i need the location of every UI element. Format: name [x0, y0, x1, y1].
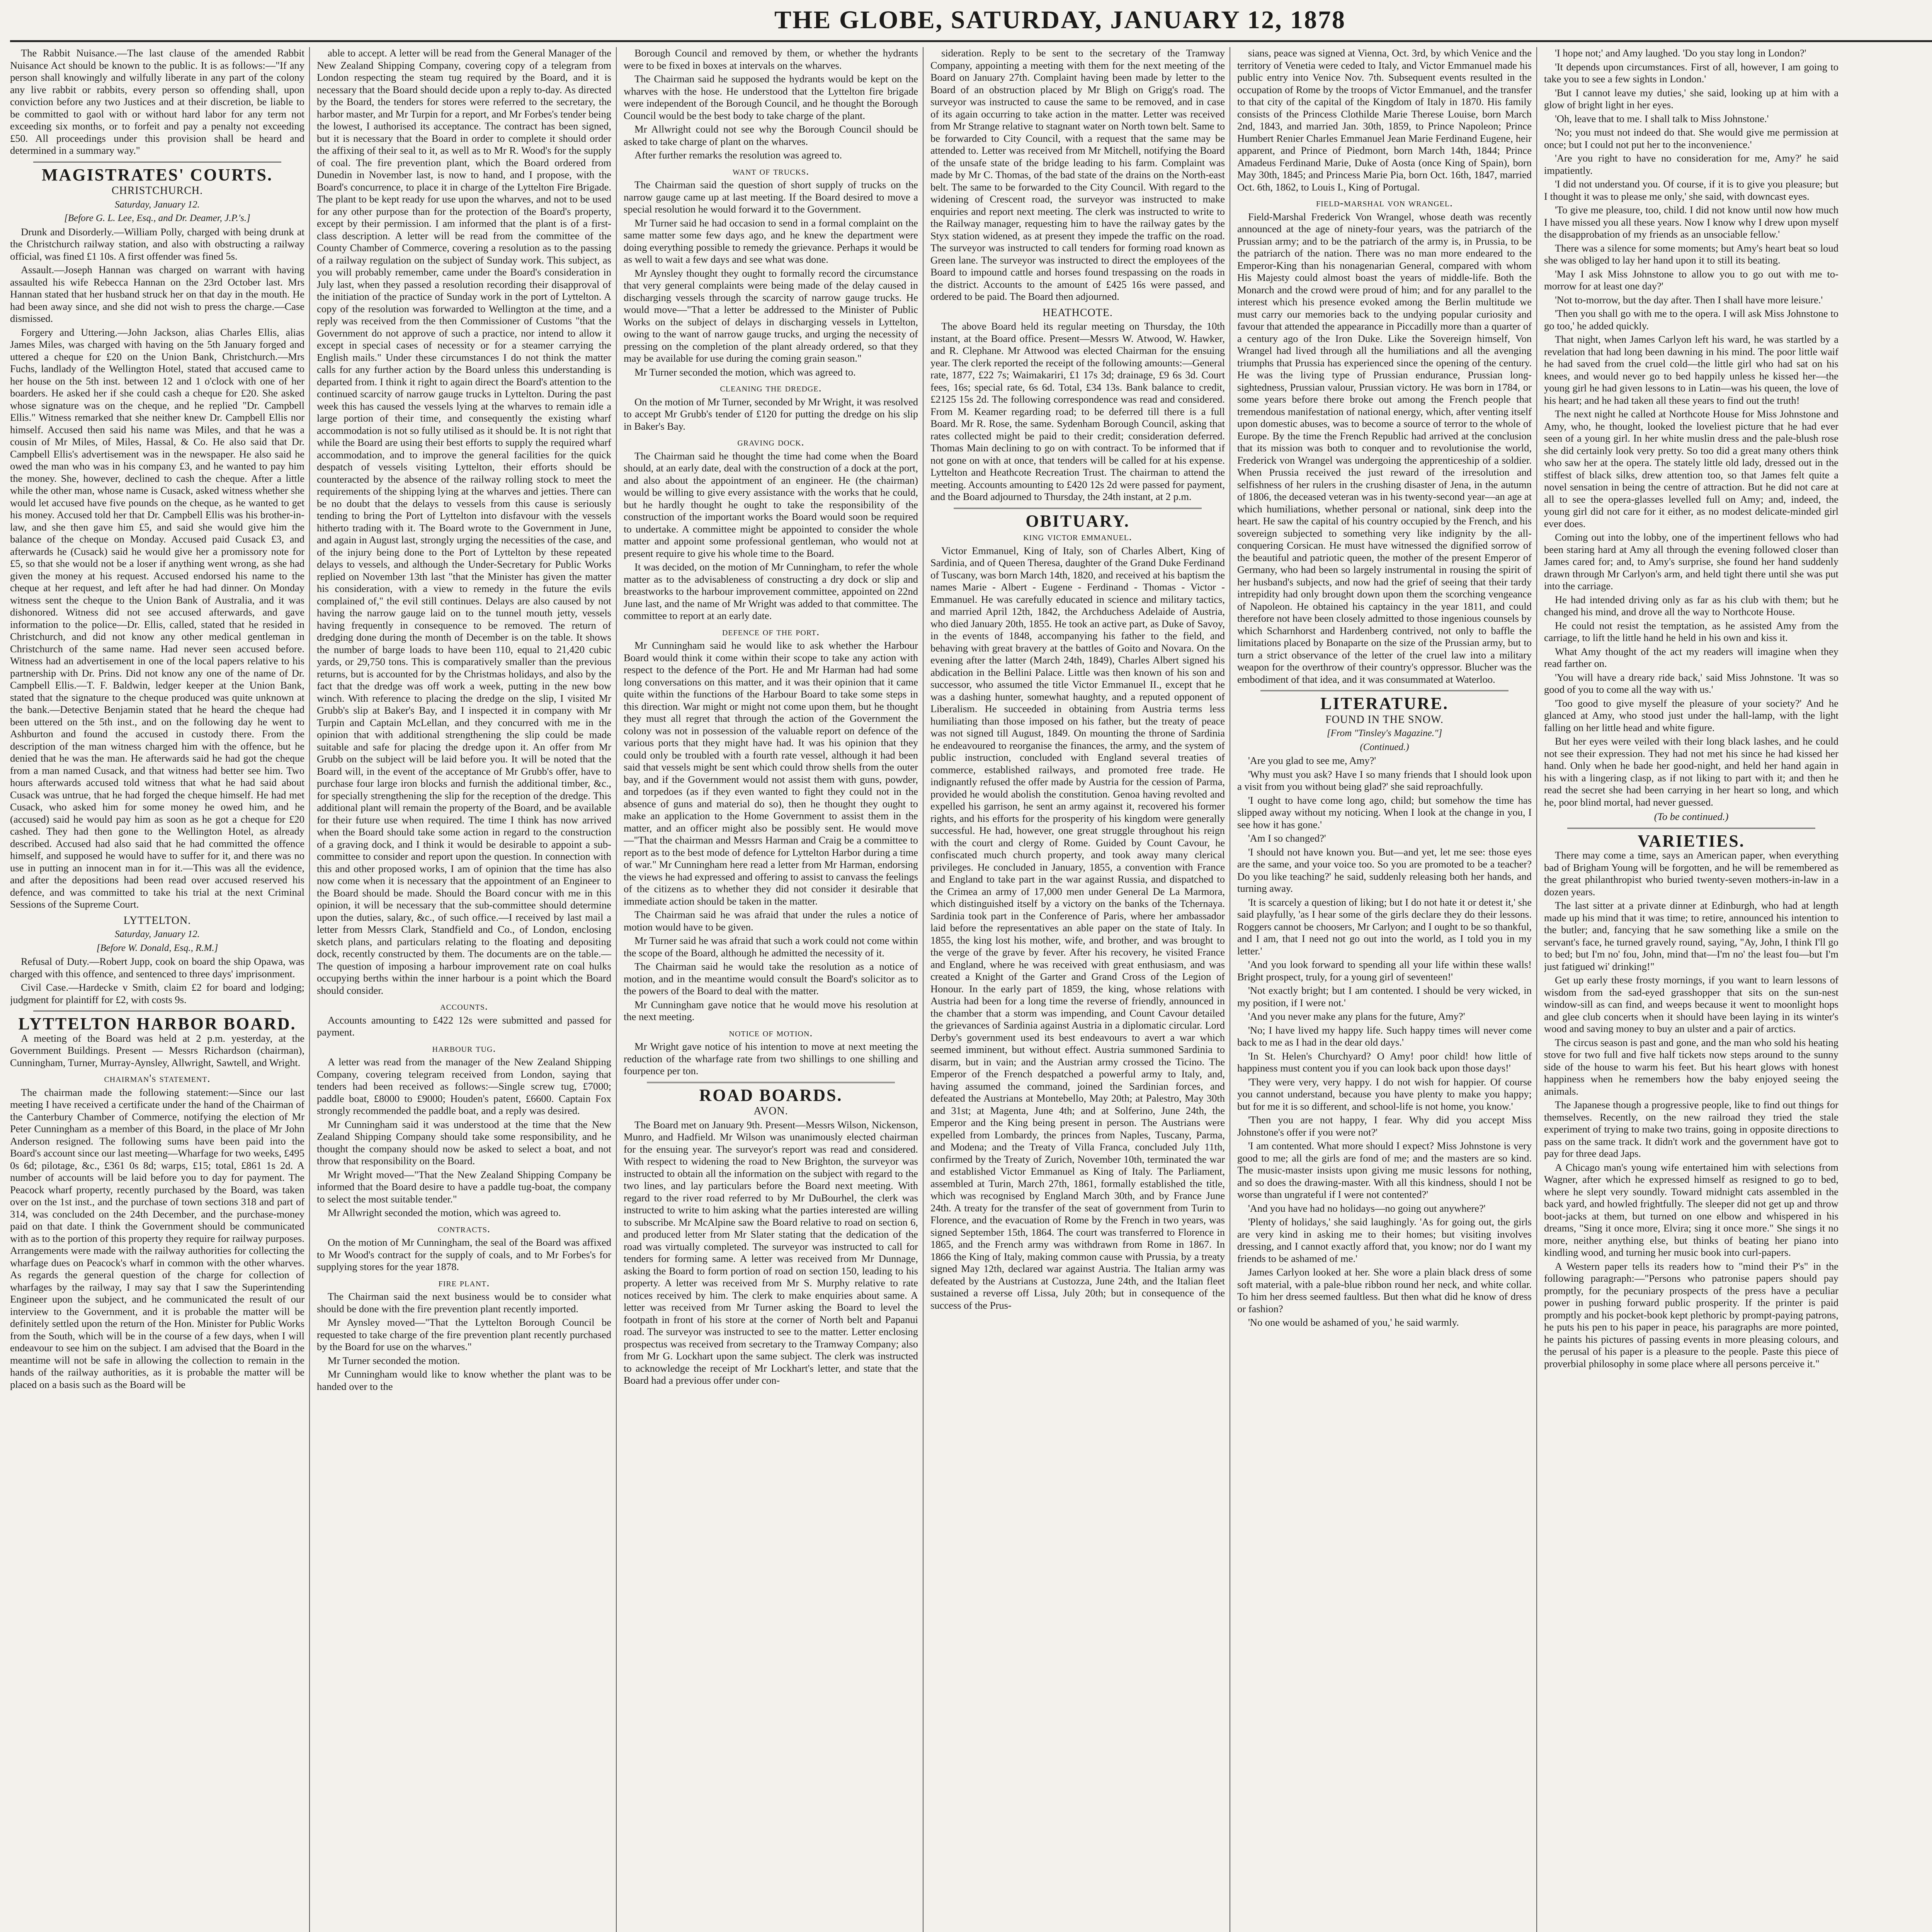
- article-paragraph: The next night he called at Northcote House for Miss Johnstone and Amy, who, he thought, looked the loveliest picture that he had ever seen of a young girl. In her white muslin dress and the pale-blush rose she did certainly look very pretty. So too did a great many others think who saw her at the opera. The stately little old lady, dressed out in the stiffest of black silks, drew attention too, so that James felt quite a novel sensation in being the centre of attraction. But he did not care at all to see the opera-glasses levelled full on Amy; and, indeed, the young girl did not care for it either, as no modest delicate-minded girl ever does.: [1544, 408, 1838, 529]
- article-paragraph: Mr Turner seconded the motion.: [328, 1354, 460, 1366]
- section-heading: LYTTELTON HARBOR BOARD.: [18, 1014, 296, 1033]
- article-paragraph: The Chairman said he thought the time had come when the Board should, at an early date, deal with the construction of a dock at the port, and also about the appointment of an engineer. He (the chairman) would be willing to give every assistance with the works that he could, but he hardly thought he ought to take the responsibility of the construction of the important works the Board would soon be required to undertake. A committee might be appointed to consider the whole matter and appoint some professional gentleman, who would not at present require to give his whole time to the Board.: [624, 450, 918, 559]
- article-paragraph: A Chicago man's young wife entertained him with selections from Wagner, after which he expressed himself as resigned to go to bed, where he slept very soundly. Toward midnight cats assembled in the back yard, and howled frightfully. The sleeper did not get up and throw boot-jacks at them, but turned on one elbow and whispered in his dreams, "Sing it once more, Elvira; sing it once more." She sings it no more, neither anything else, but thinks of beating her piano into kindling wood, and turning her music book into curl-papers.: [1544, 1161, 1838, 1258]
- section-heading: ROAD BOARDS.: [699, 1085, 843, 1105]
- article-paragraph: A letter was read from the manager of the New Zealand Shipping Company, covering telegram received from London, saying that tenders had been received as follows:—Single screw tug, £7000; paddle boat, £8000 to £9000; Houden's patent, £6600. Captain Fox strongly recommended the paddle boat, and a reply was desired.: [317, 1056, 611, 1116]
- article-paragraph: The chairman made the following statement:—Since our last meeting I have received a certificate under the hand of the Chairman of the Canterbury Chamber of Commerce, notifying the election of Mr Peter Cunningham as a member of this Board, in the place of Mr John Anderson resigned. The following sums have been paid into the Board's account since our last meeting—Wharfage for two weeks, £495 0s 6d; pilotage, &c., £361 0s 8d; warps, £15; total, £861 1s 2d. A number of accounts will be laid before you to day for payment. The Peacock wharf property, recently purchased by the Board, was taken over on the 1st inst., and the purchase of town sections 318 and part of 314, was concluded on the 24th December, and the purchase-money paid on that date. I think the Government should be communicated with as to the portion of this property they require for railway purposes. Arrangements were made with the railway authorities for collecting the wharfage dues on Peacock's wharf in common with the other wharves. As regards the general question of the charge for collection of wharfages by the railway, I may say that I saw the Superintending Engineer upon the subject, and he communicated the result of our interview to the Government, and it is probable the matter will be definitely settled upon the return of the Hon. Minister for Public Works from the South, which will be in the course of a few days, when I will endeavour to see him on the subject. I am advised that the Board in the meantime will not be safe in allowing the collection to remain in the hands of the railway authorities, as it is probable the matter will be placed on a basis such as the Board will be: [10, 1086, 304, 1390]
- article-paragraph: Drunk and Disorderly.—William Polly, charged with being drunk at the Christchurch railway station, and also with obstructing a railway official, was fined £1 10s. A first offender was fined 5s.: [10, 226, 304, 262]
- section-heading: VARIETIES.: [1638, 831, 1745, 850]
- dateline: Saturday, January 12.: [115, 199, 200, 210]
- article-paragraph: After further remarks the resolution was agreed to.: [634, 149, 842, 161]
- article-paragraph: What Amy thought of the act my readers will imagine when they read farther on.: [1544, 645, 1838, 669]
- article-paragraph: The above Board held its regular meeting on Thursday, the 10th instant, at the Board office. Present—Messrs W. Atwood, W. Hawker, and R. Clephane. Mr Attwood was elected Chairman for the ensuing year. The clerk reported the receipt of the following amounts:—General rate, 1877, £22 7s; Waimakariri, £1 17s 3d; drainage, £9 6s 3d. Court fees, 16s; special rate, 6s 6d. Total, £34 13s. Bank balance to credit, £2125 15s 2d. The following correspondence was read and considered. From M. Keamer regarding road; to be deferred till there is a full Board. Mr R. Rose, the same. Sydenham Borough Council, asking that rates collected might be paid to their credit; consideration deferred. Thomas Main declining to go on with contract. To be informed that if not gone on with at once, that tenders will be called for at his expense. Lyttelton and Heathcote Recreation Trust. The chairman to attend the meeting. Accounts amounting to £420 12s 2d were passed for payment, and the Board adjourned to Thursday, the 24th instant, at 2 p.m.: [930, 320, 1225, 502]
- sub-heading: chairman's statement.: [104, 1073, 211, 1085]
- article-paragraph: The circus season is past and gone, and the man who sold his heating stove for two full and five half tickets now steps around to the sunny side of the house to warm his feet. But his heart glows with honest happiness when he remembers how the baby enjoyed seeing the animals.: [1544, 1036, 1838, 1097]
- article-paragraph: Borough Council and removed by them, or whether the hydrants were to be fixed in boxes at intervals on the wharves.: [624, 47, 918, 71]
- sub-heading: accounts.: [440, 1000, 488, 1012]
- article-paragraph: But her eyes were veiled with their long black lashes, and he could not see their expression. They had not met his since he had kissed her hand. Only when he bade her good-night, and held her hand again in his with a lingering clasp, as if not liking to part with it; and then he read the secret she had been carrying in her heart so long, and which he, poor blind mortal, had never guessed.: [1544, 735, 1838, 808]
- article-paragraph: 'Then you are not happy, I fear. Why did you accept Miss Johnstone's offer if you were not?': [1237, 1114, 1532, 1138]
- column-4: [930, 47, 1230, 1932]
- article-paragraph: 'Too good to give myself the pleasure of your society?' And he glanced at Amy, who stood just under the hall-lamp, with the light falling on her little head and white figure.: [1544, 697, 1838, 733]
- section-divider: [954, 508, 1202, 509]
- section-divider: [33, 162, 281, 163]
- article-paragraph: sideration. Reply to be sent to the secretary of the Tramway Company, appointing a meeting with them for the next meeting of the Board on January 27th. Complaint having been made by letter to the Board of an obstruction placed by Mr Bligh on Grigg's road. The surveyor was instructed to cause the same to be removed, and in case of its again occurring to take action in the matter. Letter was received from Mr Strange relative to stagnant water on North town belt. Same to be forwarded to City Council, with a request that the same may be attended to. Letter was received from Mr Mitchell, notifying the Board of the unsafe state of the bridge leading to his farm. Complaint was made by Mr C. Thomas, of the bad state of the drains on the North-east belt. The same to be forwarded to the City Council. With regard to the widening of Crescent road, the surveyor was instructed to make enquiries and report next meeting. The clerk was instructed to write to the Railway manager, requesting him to have the railway gates by the Styx station widened, as at present they impede the traffic on the road. The surveyor was instructed to call tenders for forming road known as Green lane. The surveyor was instructed to direct the employees of the Board to impound cattle and horses found trespassing on the roads in the district. Accounts to the amount of £425 16s were passed, and ordered to be paid. The Board then adjourned.: [930, 47, 1225, 302]
- article-paragraph: Mr Cunningham said he would like to ask whether the Harbour Board would think it come within their scope to take any action with respect to the defence of the Port. He and Mr Harman had had some long conversations on this matter, and it was their opinion that it came quite within the functions of the Harbour Board to take some steps in this direction. War might or might not come upon them, but he thought they must all regret that through the action of the Government the colony was not in possession of the valuable report on defence of the various ports that they might have had. It was his opinion that they could only be troubled with a fourth rate vessel, although it had been said that vessels might be sent which could throw shells from the outer bay, and if the Government would not assist them with guns, powder, and torpedoes (as if they even wanted to fight they could not in the absence of guns and material do so), then he thought they ought to make an application to the Home Government to assist them in the matter, and an officer might also be possibly sent. He would move—"That the chairman and Messrs Harman and Craig be a committee to report as to the best mode of defence for Lyttelton Harbor during a time of war." Mr Cunningham here read a letter from Mr Harman, endorsing the views he had expressed and offering to assist to canvass the feelings of the citizens as to whether they did not consider it desirable that immediate action should be taken in the matter.: [624, 639, 918, 907]
- article-paragraph: Mr Aynsley thought they ought to formally record the circumstance that very general complaints were being made of the delay caused in discharging vessels through the scarcity of narrow gauge trucks. He would move—"That a letter be addressed to the Minister of Public Works on the subject of delays in discharging vessels in Lyttelton, owing to the want of narrow gauge trucks, and urging the necessity of pressing on the completion of the plant already ordered, so that they may be available for use during the coming grain season.": [624, 267, 918, 364]
- sub-heading: defence of the port.: [722, 626, 820, 638]
- column-1: [10, 47, 310, 1932]
- article-paragraph: The Board met on January 9th. Present—Messrs Wilson, Nickenson, Munro, and Hadfield. Mr Wilson was unanimously elected chairman for the ensuing year. The surveyor's report was read and considered. With respect to widening the road to New Brighton, the surveyor was instructed to obtain all the information on the subject with regard to the two lines, and lay particulars before the Board next meeting. With regard to the river road referred to by Mr DuBourhel, the clerk was instructed to write to him asking what the parties interested are willing to subscribe. Mr McAlpine saw the Board relative to road on section 6, and produced letter from Mr Slater stating that the dedication of the road was virtually completed. The surveyor was instructed to call for tenders for forming same. A letter was received from Mr Dunnage, asking the Board to form portion of road on section 150, leading to his property. A letter was received from Mr S. Murphy relative to rate notices received by him. The clerk to make enquiries about same. A letter was received from Mr Turner asking the Board to level the footpath in front of his store at the corner of North belt and Papanui road. The surveyor was instructed to see to the matter. Letter enclosing prospectus was received from secretary to the Tramway Company; also from Mr G. Lockhart upon the same subject. The clerk was instructed to acknowledge the receipt of Mr Lockhart's letter, and state that the Board had a previous offer under con-: [624, 1119, 918, 1386]
- article-paragraph: Mr Aynsley moved—"That the Lyttelton Borough Council be requested to take charge of the fire prevention plant recently purchased by the Board for use on the wharves.": [317, 1316, 611, 1352]
- article-paragraph: The Chairman said the next business would be to consider what should be done with the fire prevention plant recently imported.: [317, 1291, 611, 1315]
- article-paragraph: Coming out into the lobby, one of the impertinent fellows who had been staring hard at Amy all through the evening followed closer than James cared for; and, to Amy's surprise, she found her hand suddenly drawn through Mr Carlyon's arm, and held tight there until she was put into the carriage.: [1544, 531, 1838, 592]
- article-paragraph: A Western paper tells its readers how to "mind their P's" in the following paragraph:—"Persons who patronise papers should pay promptly, for the pecuniary prospects of the press have a peculiar power in pushing forward public prosperity. If the printer is paid promptly and his pocket-book kept plethoric by prompt-paying patrons, he puts his pen to his paper in peace, his paragraphs are more pointed, he paints his pictures of passing events in more pleasing colours, and the perusal of his paper is a pleasure to the people. Paste this piece of proverbial philosophy in some place where all persons perceive it.": [1544, 1260, 1838, 1369]
- article-paragraph: Mr Cunningham said it was understood at the time that the New Zealand Shipping Company should take some responsibility, and he thought the company should now be asked to select a boat, and not throw that responsibility on the Board.: [317, 1118, 611, 1167]
- article-paragraph: Refusal of Duty.—Robert Jupp, cook on board the ship Opawa, was charged with this offence, and sentenced to three days' imprisonment.: [10, 956, 304, 980]
- article-paragraph: 'Are you glad to see me, Amy?': [1248, 755, 1376, 766]
- columns-container: [10, 47, 1932, 1932]
- sub-heading: graving dock.: [737, 436, 804, 448]
- article-paragraph: There was a silence for some moments; but Amy's heart beat so loud she was obliged to lay her hand upon it to still its beating.: [1544, 242, 1838, 266]
- article-paragraph: 'You will have a dreary ride back,' said Miss Johnstone. 'It was so good of you to come all the way with us.': [1544, 671, 1838, 695]
- article-paragraph: Victor Emmanuel, King of Italy, son of Charles Albert, King of Sardinia, and of Queen Theresa, daughter of the Grand Duke Ferdinand of Tuscany, was born March 14th, 1820, and received at his baptism the names Marie - Albert - Eugene - Ferdinand - Thomas - Victor - Emmanuel. He was carefully educated in science and military tactics, and married April 12th, 1842, the Archduchess Adelaide of Austria, who died January 20th, 1855. He took an active part, as Duke of Savoy, in the events of 1848, accompanying his father to the field, and behaving with great bravery at the battles of Goito and Novara. On the evening after the latter (March 24th, 1849), Charles Albert signed his abdication in the Bellini Palace. Little was then known of his son and successor, who assumed the title Victor Emmanuel II., except that he was a dashing hunter, somewhat haughty, and a reputed opponent of Liberalism. He succeeded in obtaining from Austria terms less humiliating than those imposed on his father, but the treaty of peace was not signed till August, 1849. On mounting the throne of Sardinia he endeavoured to reorganise the finances, the army, and the system of public instruction, concluded with England several treaties of commerce, established railways, and promoted free trade. He indignantly refused the offer made by Austria for the cession of Parma, provided he would abolish the constitution. Genoa having revolted and expelled his garrison, he sent an army against it, recovered his former rights, and his efforts for the prosperity of his kingdom were generally successful. He had, however, one great struggle throughout his reign with the court and clergy of Rome. Guided by Count Cavour, he confiscated much church property, and took away many clerical privileges. He concluded in January, 1855, a convention with France and England to take part in the war against Russia, and dispatched to the Crimea an army of 17,000 men under General De La Marmora, which distinguished itself by a victory on the banks of the Tchernaya. Sardinia took part in the Conference of Paris, where her ambassador laid before the representatives an able paper on the state of Italy. In 1855, the king lost his mother, wife, and brother, and was brought to the verge of the grave by fever. After his recovery, he visited France and England, where he was received with great enthusiasm, and was created a Knight of the Garter and Grand Cross of the Legion of Honour. In the early part of 1859, the king, whose relations with Austria had been for a long time the reverse of friendly, announced in the chamber that a storm was impending, and Count Cavour detailed the grievances of Sardinia against Austria in a diplomatic circular. Lord Derby's government used its best endeavours to avert a war which seemed imminent, but without effect. Austria summoned Sardinia to disarm, but in vain; and the Austrian army crossed the Ticino. The Emperor of the French despatched a powerful army to Italy, and, having assumed the command, joined the Sardinian forces, and defeated the Austrians at Montebello, May 20th; at Palestro, May 30th and 31st; at Magenta, June 4th; and at Solferino, June 24th, the Emperor and the King being present in person. The Austrians were expelled from Lombardy, the princes from Naples, Tuscany, Parma, and Modena; and the Treaty of Villa Franca, concluded July 11th, confirmed by the Treaty of Zurich, November 10th, terminated the war and established Victor Emmanuel as King of Italy. The Parliament, assembled at Turin, March 27th, 1861, formally established the title, which was recognised by England March 30th, and by France June 24th. A treaty for the transfer of the seat of government from Turin to Florence, and the evacuation of Rome by the French in two years, was signed September 15th, 1864. The court was transferred to Florence in 1865, and the French army was withdrawn from Rome in 1867. In 1866 the King of Italy, making common cause with Prussia, by a treaty signed May 12th, declared war against Austria. The Italian army was defeated by the Austrians at Custozza, June 24th, and the Italian fleet sustained a reverse off Lissa, July 20th; but in consequence of the success of the Prus-: [930, 544, 1225, 1311]
- article-paragraph: Field-Marshal Frederick Von Wrangel, whose death was recently announced at the age of ninety-four years, was the patriarch of the Prussian army; and to be the patriarch of the army is, in Prussia, to be the patriarch of the nation. There was no man more endeared to the Emperor-King than his nonagenarian General, compared with whom His Majesty could almost boast the years of middle-life. Both the Monarch and the crowd were proud of him; and for any parallel to the interest which his presence evoked among the Berlin multitude we must carry our memories back to the undying popular curiosity and favour that attended the appearance in Piccadilly more than a quarter of a century ago of the Iron Duke. Like the Sovereign himself, Von Wrangel had lived through all the humiliations and all the avenging triumphs that Prussia has experienced since the opening of the century. He was the living type of Prussian endurance, Prussian long-sightedness, Prussian valour, Prussian victory. He was born in 1784, or some years before there broke out among the French people that tremendous manifestation of national energy, which, after venting itself upon domestic abuses, was to become a source of terror to the whole of Europe. By the time the French Republic had arrived at the conclusion that its mission was both to conquer and to revolutionise the world, Frederick von Wrangel was undergoing the apprenticeship of a soldier. When Prussia received the just reward of the irresolution and selfishness of her rulers in the crushing disaster of Jena, in the autumn of 1806, the deceased veteran was in his twenty-second year—an age at which humiliations, whether personal or national, sink deep into the heart. He saw the capital of his country occupied by the French, and his sovereign subjected to something very like indignity by the all-conquering Corsican. He must have witnessed the dignified sorrow of the beautiful and patriotic queen, the mother of the present Emperor of Germany, who had been so largely instrumental in rousing the spirit of her husband's subjects, and now had the grief of seeing that their tardy intrepidity had only brought down upon them the scorching vengeance of Napoleon. He obtained his captaincy in the year 1811, and could therefore not have been closely admitted to those ingenious counsels by which Scharnhorst and Hardenberg contrived, not only to baffle the limitations placed by Bonaparte on the size of the Prussian army, but to turn a strict observance of the letter of the cruel law into a military weapon for the overthrow of their country's oppressor. Blucher was the embodiment of that idea, and it was consummated at Waterloo.: [1237, 211, 1532, 685]
- article-paragraph: Mr Turner said he had occasion to send in a formal complaint on the same matter some few days ago, and he knew the department were doing everything possible to remedy the grievance. Perhaps it would be as well to wait a few days and see what was done.: [624, 217, 918, 265]
- sub-heading: want of trucks.: [732, 165, 810, 177]
- article-paragraph: The last sitter at a private dinner at Edinburgh, who had at length made up his mind that it was time; to retire, announced his intention to the butler; and, fancying that he saw something like a smile on the servant's face, he turned gravely round, saying, "Ay, John, I think I'll go to bed; but I'm no' fou, John, mind that—I'm no' the least fou—but I'm just fatigued wi' drinking!": [1544, 900, 1838, 972]
- article-paragraph: 'I hope not;' and Amy laughed. 'Do you stay long in London?': [1555, 47, 1806, 59]
- article-paragraph: Mr Turner said he was afraid that such a work could not come within the scope of the Board, although he admitted the necessity of it.: [624, 935, 918, 959]
- article-paragraph: sians, peace was signed at Vienna, Oct. 3rd, by which Venice and the territory of Venetia were ceded to Italy, and Victor Emmanuel made his public entry into Venice Nov. 7th. Subsequent events resulted in the occupation of Rome by the troops of Victor Emmanuel, and the transfer to that city of the capital of the Kingdom of Italy in 1870. His family consists of the Princess Clothilde Marie Therese Louise, born March 2nd, 1843, and married Jan. 30th, 1859, to Prince Napoleon; Prince Humbert Renier Charles Emmanuel Jean Marie Ferdinand Eugene, heir apparent, and Prince of Piedmont, born March 14th, 1844; Prince Amadeus Ferdinand Marie, Duke of Aosta (once King of Spain), born May 30th, 1845; and Princess Marie Pia, born Oct. 16th, 1847, married Oct. 6th, 1862, to Louis I., King of Portugal.: [1237, 47, 1532, 193]
- sub-heading: cleaning the dredge.: [720, 382, 822, 394]
- sub-heading: CHRISTCHURCH.: [111, 185, 203, 197]
- dateline: [Before G. L. Lee, Esq., and Dr. Deamer, J.P.'s.]: [64, 213, 250, 223]
- article-paragraph: On the motion of Mr Cunningham, the seal of the Board was affixed to Mr Wood's contract for the supply of coals, and to Mr Forbes's for supplying stores for the year 1878.: [317, 1236, 611, 1272]
- section-heading: MAGISTRATES' COURTS.: [42, 165, 273, 184]
- article-paragraph: Mr Cunningham would like to know whether the plant was to be handed over to the: [317, 1368, 611, 1392]
- article-paragraph: He had intended driving only as far as his club with them; but he changed his mind, and drove all the way to Northcote House.: [1544, 594, 1838, 617]
- dateline: [From "Tinsley's Magazine."]: [1327, 728, 1442, 738]
- article-paragraph: 'No; I have lived my happy life. Such happy times will never come back to me as I had in the dear old days.': [1237, 1024, 1532, 1048]
- article-paragraph: 'And you never make any plans for the future, Amy?': [1248, 1010, 1465, 1022]
- article-paragraph: 'I am contented. What more should I expect? Miss Johnstone is very good to me; all the girls are fond of me; and the masters are so kind. The music-master insists upon giving me music lessons for nothing, and so does the drawing-master. With all this kindness, should I not be worse than ungrateful if I were not contented?': [1237, 1140, 1532, 1200]
- article-paragraph: On the motion of Mr Turner, seconded by Mr Wright, it was resolved to accept Mr Grubb's tender of £120 for putting the dredge on his slip in Baker's Bay.: [624, 396, 918, 432]
- section-heading: OBITUARY.: [1026, 511, 1130, 531]
- sub-heading: harbour tug.: [432, 1042, 496, 1054]
- article-paragraph: 'But I cannot leave my duties,' she said, looking up at him with a glow of bright light in her eyes.: [1544, 87, 1838, 111]
- masthead-rule: [10, 40, 1932, 42]
- article-paragraph: Mr Cunningham gave notice that he would move his resolution at the next meeting.: [624, 998, 918, 1022]
- article-paragraph: 'Not exactly bright; but I am contented. I should be very wicked, in my position, if I were not.': [1237, 985, 1532, 1009]
- article-paragraph: 'Plenty of holidays,' she said laughingly. 'As for going out, the girls are very kind in asking me to their homes; but visiting involves dressing, and I cannot exactly afford that, you know; nor do I want my friends to be ashamed of me.': [1237, 1216, 1532, 1264]
- article-paragraph: Mr Allwright seconded the motion, which was agreed to.: [328, 1207, 561, 1218]
- article-paragraph: Mr Turner seconded the motion, which was agreed to.: [634, 366, 856, 378]
- sub-heading: notice of motion.: [729, 1027, 813, 1039]
- article-paragraph: Accounts amounting to £422 12s were submitted and passed for payment.: [317, 1014, 611, 1038]
- sub-heading: field-marshal von wrangel.: [1316, 197, 1453, 209]
- sub-heading: LYTTELTON.: [123, 914, 191, 927]
- article-paragraph: 'Are you right to have no consideration for me, Amy?' he said impatiently.: [1544, 152, 1838, 176]
- dateline: (Continued.): [1360, 742, 1409, 752]
- article-paragraph: 'Oh, leave that to me. I shall talk to Miss Johnstone.': [1555, 112, 1769, 124]
- article-paragraph: Forgery and Uttering.—John Jackson, alias Charles Ellis, alias James Miles, was charged with having on the 5th January forged and uttered a cheque for £20 on the Union Bank, Christchurch.—Mrs Fuchs, landlady of the Wellington Hotel, stated that accused came to her house on the 5th inst. between 12 and 1 o'clock with one of her boarders. He asked her if she could cash a cheque for £20. She asked whose signature was on the cheque, and he replied "Dr. Campbell Ellis." Witness remarked that she neither knew Dr. Campbell Ellis nor himself. Accused then said his name was Miles, and that he was a cousin of Mr Miles, of Miles, Hassal, & Co. He also said that Dr. Campbell Ellis's advertisement was in the newspaper. He also said he owed the man who was in his company £3, and he wanted to pay him the money. She, however, declined to cash the cheque. After a little while the other man, whose name is Cusack, asked witness whether she would let accused have five pounds on the cheque, as he wanted to get his money. Accused told her that Dr. Campbell Ellis was his brother-in-law, and she then gave him £5, and said she would give him the balance of the cheque on Monday. Accused paid Cusack £3, and afterwards he (Cusack) said he would give her a promissory note for £5, so that she would not be a loser if anything went wrong, as she had given the money at his request. Accused endorsed his name to the cheque at her request, and left after he had had dinner. On Monday witness sent the cheque to the Union Bank of Australia, and it was dishonored. Witness did not see accused afterwards, and gave information to the police—Dr. Ellis, called, stated that he resided in Christchurch, and did not know any other medical gentleman in Christchurch of the same name. Had never seen accused before. Witness had an advertisement in one of the local papers relative to his partnership with Dr. Prins. Did not know any one of the name of Dr. Campbell Ellis.—T. F. Baldwin, ledger keeper at the Union Bank, stated that the signature to the cheque produced was quite unknown at the bank.—Detective Benjamin stated that he heard the cheque had been uttered on the 5th inst., and on the following day he went to Ashburton and found the accused in custody there. From the description of the man witness charged him with the offence, but he denied that he was the man. He afterwards said he had got the cheque from a man named Cusack, and that witness had better see him. Two hours afterwards accused told witness that what he had said about Cusack was untrue, that he had forged the cheque himself. He had met Cusack, who asked him for some money he owed him, and he (accused) said he would pay him as soon as he got a cheque for £20 cashed. They had then gone to the Wellington Hotel, as already described. Accused had also said that he had committed the offence himself, and supposed he would have to suffer for it, and there was no use in putting an innocent man in for it.—This was all the evidence, and after the depositions had been read over accused reserved his defence, and was committed to take his trial at the next Criminal Sessions of the Supreme Court.: [10, 326, 304, 910]
- article-paragraph: 'No; you must not indeed do that. She would give me permission at once; but I could not put her to the inconvenience.': [1544, 126, 1838, 150]
- article-paragraph: James Carlyon looked at her. She wore a plain black dress of some soft material, with a pale-blue ribbon round her neck, and white collar. To him her dress seemed faultless. But then what did he know of dress or fashion?: [1237, 1266, 1532, 1315]
- article-paragraph: 'And you have had no holidays—no going out anywhere?': [1248, 1202, 1486, 1214]
- section-heading: LITERATURE.: [1320, 694, 1449, 713]
- article-paragraph: 'I did not understand you. Of course, if it is to give you pleasure; but I thought it was to please me only,' she said, with downcast eyes.: [1544, 178, 1838, 202]
- section-divider: [1567, 828, 1815, 829]
- article-paragraph: 'Not to-morrow, but the day after. Then I shall have more leisure.': [1555, 294, 1823, 306]
- masthead: THE GLOBE, SATURDAY, JANUARY 12, 1878: [774, 6, 1346, 34]
- article-paragraph: 'And you look forward to spending all your life within these walls! Bright prospect, truly, for a young girl of seventeen!': [1237, 959, 1532, 983]
- sub-heading: king victor emmanuel.: [1023, 531, 1132, 543]
- sub-heading: FOUND IN THE SNOW.: [1325, 713, 1444, 726]
- article-paragraph: 'I should not have known you. But—and yet, let me see: those eyes are the same, and your voice too. So you are promoted to be a teacher? Do you like teaching?' he said, suddenly releasing both her hands, and turning away.: [1237, 846, 1532, 894]
- article-paragraph: 'To give me pleasure, too, child. I did not know until now how much I have missed you all these years. Now I know why I drew upon myself the disapprobation of my friends as an unsociable fellow.': [1544, 204, 1838, 240]
- article-paragraph: 'Then you shall go with me to the opera. I will ask Miss Johnstone to go too,' he added quickly.: [1544, 308, 1838, 332]
- article-paragraph: That night, when James Carlyon left his ward, he was startled by a revelation that had long been dawning in his mind. The poor little waif he had saved from the cruel cold—the little girl who had sat on his knees, and would never go to bed happily unless he kissed her—the young girl he had given lessons to in Latin—was his queen, the love of his heart; and he had taken all these years to find out the truth!: [1544, 333, 1838, 406]
- article-paragraph: He could not resist the temptation, as he assisted Amy from the carriage, to lift the little hand he held in his own and kiss it.: [1544, 619, 1838, 643]
- article-paragraph: Get up early these frosty mornings, if you want to learn lessons of wisdom from the sad-eyed grasshopper that sits on the sun-nest window-sill as can find, and weeps because it went to moonlight hops and glee club concerts when it should have been laying in its winter's wood and saving money to buy an ulster and a pair of arctics.: [1544, 974, 1838, 1034]
- article-paragraph: Mr Wright moved—"That the New Zealand Shipping Company be informed that the Board desire to have a paddle tug-boat, the company to select the most suitable tender.": [317, 1168, 611, 1205]
- article-paragraph: Mr Allwright could not see why the Borough Council should be asked to take charge of plant on the wharves.: [624, 123, 918, 147]
- article-paragraph: Mr Wright gave notice of his intention to move at next meeting the reduction of the wharfage rate from two shillings to one shilling and fourpence per ton.: [624, 1041, 918, 1077]
- dateline: Saturday, January 12.: [115, 929, 200, 939]
- article-paragraph: 'They were very, very happy. I do not wish for happier. Of course you cannot understand, because you have plenty to make you happy; but for me it is so different, and school-life is not home, you know.': [1237, 1076, 1532, 1112]
- article-paragraph: It was decided, on the motion of Mr Cunningham, to refer the whole matter as to the advisableness of constructing a dry dock or slip and breastworks to the harbour improvement committee, appointed on 22nd June last, and the name of Mr Wright was added to that committee. The committee to report at an early date.: [624, 561, 918, 621]
- article-paragraph: A meeting of the Board was held at 2 p.m. yesterday, at the Government Buildings. Present — Messrs Richardson (chairman), Cunningham, Turner, Murray-Aynsley, Allwright, Sawtell, and Wright.: [10, 1032, 304, 1068]
- article-paragraph: The Chairman said he supposed the hydrants would be kept on the wharves with the hose. He understood that the Lyttelton fire brigade were independent of the Borough Council, and he thought the Borough Council would be the best body to take charge of the plant.: [624, 73, 918, 121]
- sub-heading: AVON.: [753, 1105, 788, 1117]
- article-paragraph: Civil Case.—Hardecke v Smith, claim £2 for board and lodging; judgment for plaintiff for £2, with costs 9s.: [10, 981, 304, 1005]
- section-divider: [647, 1082, 895, 1083]
- article-paragraph: 'Why must you ask? Have I so many friends that I should look upon a visit from you without being glad?' she said reproachfully.: [1237, 768, 1532, 792]
- article-paragraph: The Chairman said he was afraid that under the rules a notice of motion would have to be given.: [624, 909, 918, 933]
- section-divider: [1260, 690, 1509, 691]
- article-paragraph: The Chairman said the question of short supply of trucks on the narrow gauge came up at last meeting. If the Board desired to move a special resolution he would forward it to the Government.: [624, 179, 918, 215]
- dateline: [Before W. Donald, Esq., R.M.]: [96, 942, 218, 953]
- article-paragraph: 'In St. Helen's Churchyard? O Amy! poor child! how little of happiness must content you if you can look back upon those days!': [1237, 1050, 1532, 1074]
- column-2: [317, 47, 617, 1932]
- article-paragraph: 'I ought to have come long ago, child; but somehow the time has slipped away without my noticing. When I look at the change in you, I see how it has gone.': [1237, 794, 1532, 830]
- article-paragraph: 'Am I so changed?': [1248, 832, 1326, 844]
- article-paragraph: 'It is scarcely a question of liking; but I do not hate it or detest it,' she said playfully, 'as I hear some of the girls declare they do their lessons. Roggers cannot be choosers, Mr Carlyon; and I ought to be so thankful, and I am, that I need not go out into the world, as I told you in my letter.': [1237, 896, 1532, 957]
- article-paragraph: able to accept. A letter will be read from the General Manager of the New Zealand Shipping Company, covering copy of a telegram from London respecting the steam tug required by the Board, and it is necessary that the Board should decide upon a reply to-day. As directed by the Board, the tenders for stores were referred to the secretary, the harbor master, and Mr Turpin for a report, and Mr Forbes's tender being the lowest, I authorised its acceptance. The contract has been signed, but it is necessary that the Board in order to complete it should order the affixing of their seal to it, as well as to Mr R. Wood's for the supply of coal. The fire prevention plant, which the Board ordered from Dunedin in November last, is now to hand, and I propose, with the Board's concurrence, to place it in charge of the Lyttelton Fire Brigade. The plant to be kept ready for use upon the wharves, and not to be used for any other purpose than for the protection of the Board's property, except by their permission. I am informed that the plant is of a first-class description. A letter will be read from the committee of the County Chamber of Commerce, covering a resolution as to the passing of a railway regulation on the subject of Sunday work. This subject, as you will probably remember, came under the Board's consideration in July last, when they passed a resolution recording their disapproval of the initiation of the practice of Sunday work in the port of Lyttelton. A copy of the resolution was forwarded to Wellington at the time, and a reply was received from the then Commissioner of Customs "that the Government do not approve of such a practice, nor intend to allow it except in special cases of necessity or for a steamer carrying the English mails." Under these circumstances I do not think the matter calls for any further action by the Board unless this understanding is departed from. I think it right to again direct the Board's attention to the continued scarcity of narrow gauge trucks in Lyttelton. During the past week this has caused the vessels lying at the wharves to remain idle a large portion of their time, and consequently the existing wharf accommodation is not so fully utilised as it should be. It is not right that while the Board are using their best efforts to supply the required wharf accommodation, and to improve the general facilities for the quick despatch of vessels visiting Lyttelton, their efforts should be counteracted by the absence of the railway rolling stock to meet the requirements of the shipping lying at the wharves and jetties. There can be no doubt that the delays to vessels from this cause is seriously tending to bring the Port of Lyttelton into disfavour with the vessels hitherto trading with it. The Board wrote to the Government in June, and again in August last, strongly urging the necessities of the case, and of the injury being done to the Port of Lyttelton by these repeated delays to vessels, and although the Under-Secretary for Public Works replied on November 13th last "that the Minister has given the matter his consideration, with a view to remedy in the future the evils complained of," the evil still continues. Delays are also caused by not having the narrow gauge laid on to the tunnel mouth jetty, vessels having frequently in consequence to be removed. The return of dredging done during the month of December is on the table. It shows the number of barge loads to have been 110, equal to 21,420 cubic yards, or 29,750 tons. This is comparatively smaller than the previous returns, but is accounted for by the Christmas holidays, and also by the fact that the dredge was off work a week, putting in the new bow winch. With reference to placing the dredge on the slip, I visited Mr Grubb's slip at Baker's Bay, and I inspected it in company with Mr Turpin and Captain McLellan, and they concurred with me in the opinion that with additional strengthening the slip could be made suitable and safe for placing the dredge upon it. An offer from Mr Grubb on the subject will be laid before you. It will be noted that the Board will, in the event of the acceptance of Mr Grubb's offer, have to purchase four large iron blocks and furnish the additional timber, &c., for specially strengthening the slip for the reception of the dredge. This additional plant will remain the property of the Board, and be available for their future use when required. The time I think has now arrived when the Board should take some action in regard to the construction of a graving dock, and I think it would be desirable to appoint a sub-committee to consider and report upon the question. In connection with this and other proposed works, I am of opinion that the time has also now come when it is necessary that the appointment of an Engineer to the Board should be made. Should the Board concur with me in this opinion, it will be necessary that the sub-committee should determine upon the duties, salary, &c., of such office.—I received by last mail a letter from Messrs Clark, Standfield and Co., of London, enclosing sketch plans, and particulars relating to the floating and depositing dock, recently constructed by them. The documents are on the table.—The question of imposing a harbour improvement rate on coal hulks occupying berths within the inner harbour is a point which the Board should consider.: [317, 47, 611, 996]
- article-paragraph: 'No one would be ashamed of you,' he said warmly.: [1248, 1316, 1459, 1328]
- article-paragraph: 'It depends upon circumstances. First of all, however, I am going to take you to see a few sights in London.': [1544, 61, 1838, 85]
- column-5: [1237, 47, 1537, 1932]
- continued-note: (To be continued.): [1654, 811, 1729, 822]
- article-paragraph: There may come a time, says an American paper, when everything bad of Brigham Young will be forgotten, and he will be remembered as the great philanthropist who buried twenty-seven mothers-in-law in a dozen years.: [1544, 849, 1838, 898]
- article-paragraph: The Japanese though a progressive people, like to find out things for themselves. Recently, on the new railroad they tried the stale experiment of trying to make two trains, going in opposite directions to pass on the same track. It didn't work and the government have got to pay for three dead Japs.: [1544, 1099, 1838, 1159]
- article-paragraph: The Rabbit Nuisance.—The last clause of the amended Rabbit Nuisance Act should be known to the public. It is as follows:—"If any person shall knowingly and wilfully liberate in any part of the colony any live rabbit or rabbits, every person so offending shall, upon conviction before any two Justices and at their discretion, be liable to be committed to gaol with or without hard labor for any term not exceeding six months, or to forfeit and pay a penalty not exceeding £50. All proceedings under this provision shall be heard and determined in a summary way.": [10, 47, 304, 156]
- sub-heading: fire plant.: [438, 1277, 490, 1289]
- section-divider: [33, 1010, 281, 1012]
- article-paragraph: Assault.—Joseph Hannan was charged on warrant with having assaulted his wife Rebecca Hannan on the 23rd October last. Mrs Hannan stated that her husband struck her on that day in the mouth. He had been away since, and she did not wish to press the charge.—Case dismissed.: [10, 264, 304, 324]
- column-3: [624, 47, 923, 1932]
- column-6: [1544, 47, 1843, 1932]
- article-paragraph: 'May I ask Miss Johnstone to allow you to go out with me to-morrow for at least one day?': [1544, 268, 1838, 292]
- sub-heading: HEATHCOTE.: [1043, 306, 1113, 319]
- sub-heading: contracts.: [438, 1223, 490, 1235]
- article-paragraph: The Chairman said he would take the resolution as a notice of motion, and in the meantime would consult the Board's solicitor as to the powers of the Board to deal with the matter.: [624, 961, 918, 997]
